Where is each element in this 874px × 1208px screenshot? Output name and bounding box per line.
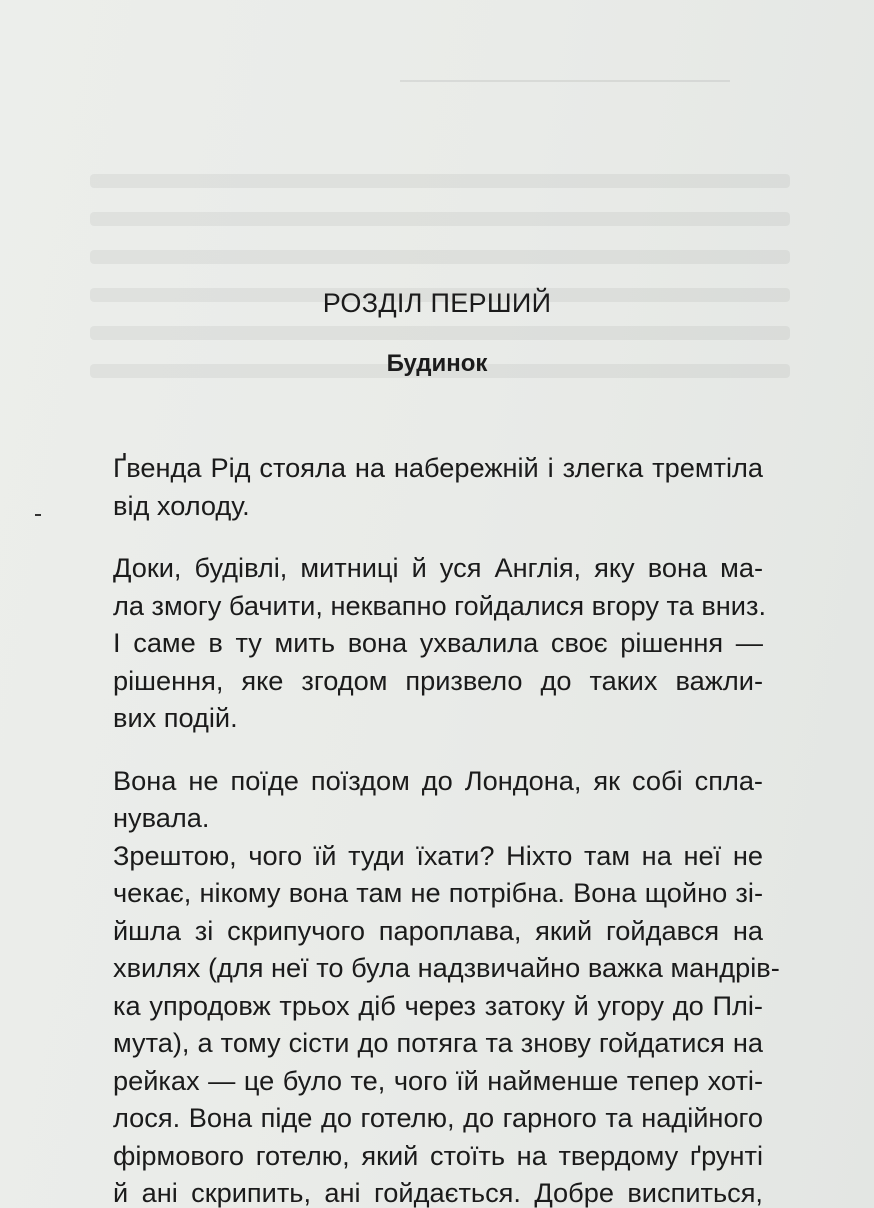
text-line: хвилях (для неї то була надзвичайно важка мандрів- [113, 952, 780, 983]
text-line: й ані скрипить, ані гойдається. Добре виспиться, [113, 1177, 763, 1208]
text-line: чекає, нікому вона там не потрібна. Вона щойно зі- [113, 877, 763, 908]
text-line: нувала. [113, 802, 210, 833]
text-line: Вона не поїде поїздом до Лондона, як собі спла- [113, 764, 763, 796]
running-head-shadow [400, 80, 730, 82]
text-line: ла змогу бачити, неквапно гойдалися вгору та вниз. [113, 589, 767, 621]
text-line: Доки, будівлі, митниці й уся Англія, яку вона ма- [113, 552, 763, 583]
text-line: йшла зі скрипучого пароплава, який гойдався на [113, 914, 763, 946]
body-text [113, 449, 780, 1208]
text-line: ка упродовж трьох діб через затоку й угору до Плі- [113, 989, 763, 1021]
margin-mark [35, 514, 41, 516]
text-line: рейках — це було те, чого їй найменше тепер хоті- [113, 1064, 763, 1096]
chapter-title: РОЗДІЛ ПЕРШИЙ [322, 288, 552, 318]
text-line: мута), а тому сісти до потяга та знову гойдатися на [113, 1027, 763, 1058]
text-line: лося. Вона піде до готелю, до гарного та надійного [113, 1102, 763, 1133]
text-line: рішення, яке згодом призвело до таких важли- [113, 664, 763, 696]
text-line: І саме в ту мить вона ухвалила своє рішення — [113, 627, 763, 658]
chapter-subtitle: Будинок [386, 350, 488, 377]
text-line: Ґвенда Рід стояла на набережній і злегка тремтіла [113, 452, 763, 483]
text-line: фірмового готелю, який стоїть на твердому ґрунті [113, 1139, 763, 1171]
text-line: Зрештою, чого їй туди їхати? Ніхто там на неї не [113, 839, 763, 871]
text-line: вих подій. [113, 702, 238, 733]
text-line: від холоду. [113, 489, 250, 521]
